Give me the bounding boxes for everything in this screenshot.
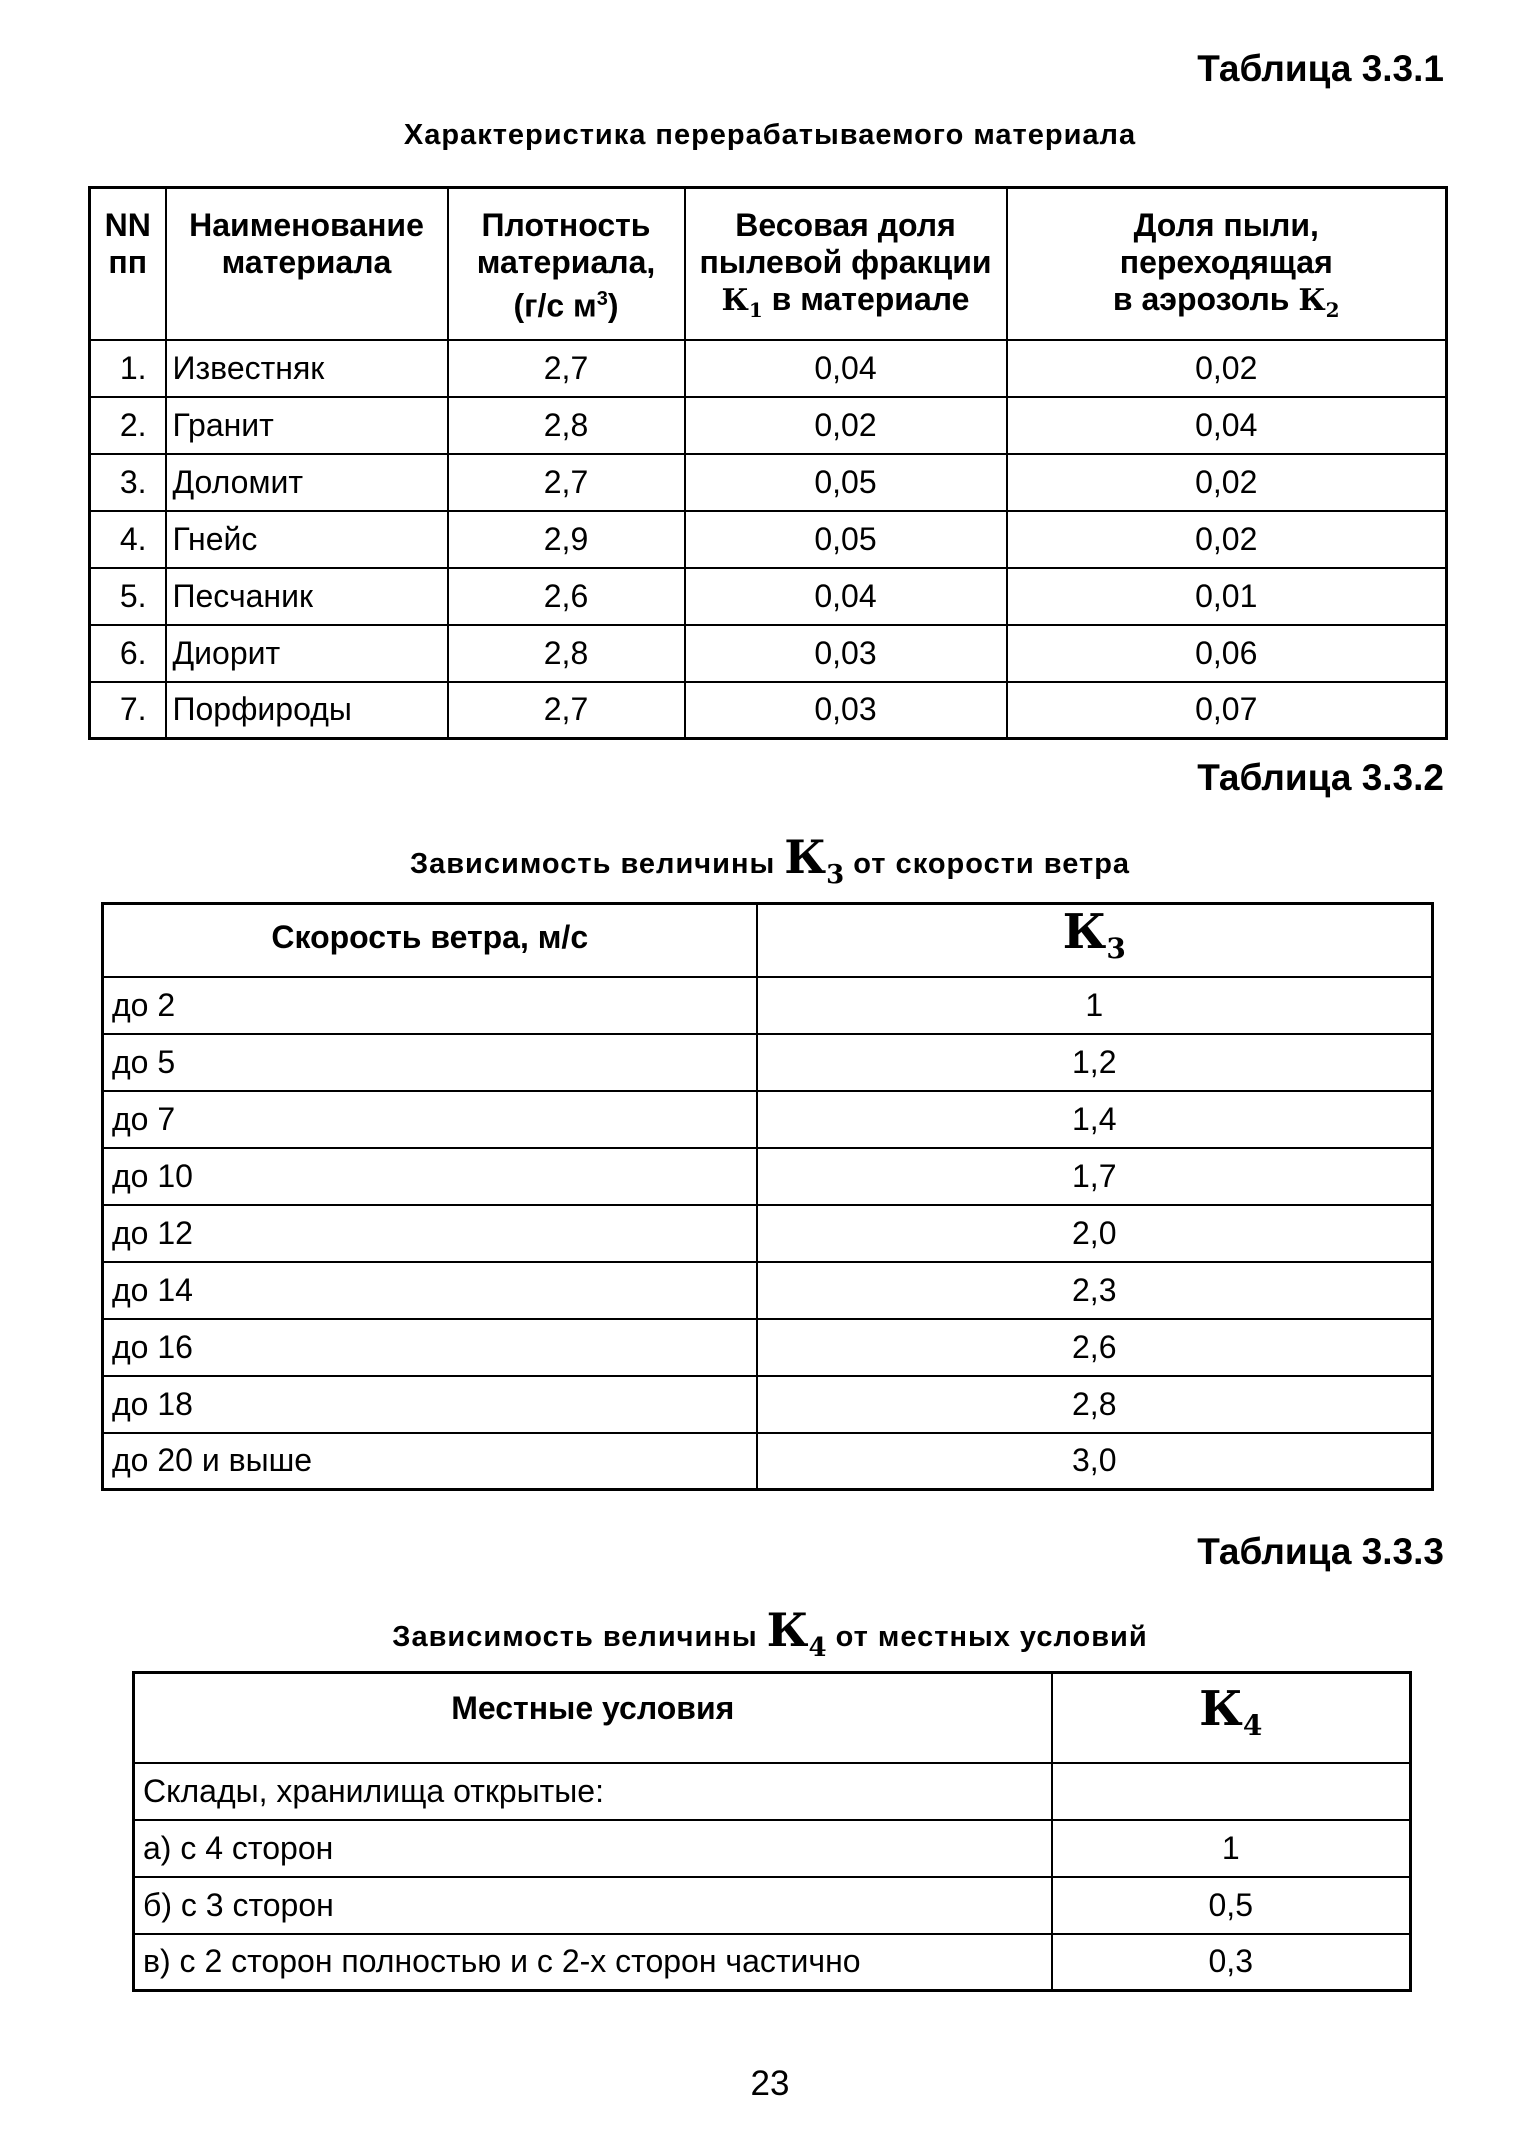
k3-value: 2,6 <box>757 1319 1433 1376</box>
density-value: 2,8 <box>448 625 685 682</box>
row-number: 6. <box>90 625 166 682</box>
k4-value: 0,3 <box>1052 1934 1411 1991</box>
k3-value: 1,4 <box>757 1091 1433 1148</box>
k3-value: 2,8 <box>757 1376 1433 1433</box>
k2-value: 0,07 <box>1007 682 1447 739</box>
k3-value: 1 <box>757 977 1433 1034</box>
local-conditions-table <box>132 1671 1412 1992</box>
header-wind-speed: Скорость ветра, м/с <box>103 904 757 977</box>
table-row <box>90 625 1447 682</box>
table-row <box>90 397 1447 454</box>
k2-value: 0,04 <box>1007 397 1447 454</box>
table-row <box>90 568 1447 625</box>
density-value: 2,7 <box>448 682 685 739</box>
k2-value: 0,01 <box>1007 568 1447 625</box>
table3-header-row <box>134 1673 1411 1763</box>
row-number: 5. <box>90 568 166 625</box>
k2-value: 0,02 <box>1007 511 1447 568</box>
material-name: Гнейс <box>166 511 448 568</box>
material-name: Известняк <box>166 340 448 397</box>
material-table <box>88 186 1448 740</box>
k1-value: 0,04 <box>685 340 1007 397</box>
header-k1-fraction: Весовая доля пылевой фракции $К_1$ в материале <box>685 188 1007 340</box>
material-name: Доломит <box>166 454 448 511</box>
density-value: 2,6 <box>448 568 685 625</box>
wind-speed: до 7 <box>103 1091 757 1148</box>
table2-header-row <box>103 904 1433 977</box>
table-row <box>90 340 1447 397</box>
header-k2-share: Доля пыли, переходящая в аэрозоль $К_2$ <box>1007 188 1447 340</box>
table-row <box>103 1376 1433 1433</box>
table-row <box>103 1148 1433 1205</box>
row-number: 7. <box>90 682 166 739</box>
table2-label: Таблица 3.3.2 <box>1197 757 1444 798</box>
page-number: 23 <box>750 2064 790 2103</box>
row-number: 1. <box>90 340 166 397</box>
k2-value: 0,02 <box>1007 454 1447 511</box>
wind-speed: до 12 <box>103 1205 757 1262</box>
table-row <box>103 977 1433 1034</box>
wind-speed: до 14 <box>103 1262 757 1319</box>
density-value: 2,8 <box>448 397 685 454</box>
k1-value: 0,05 <box>685 511 1007 568</box>
table-row <box>103 1433 1433 1490</box>
wind-speed: до 16 <box>103 1319 757 1376</box>
header-k3: $К_3$ <box>757 904 1433 977</box>
table-row <box>103 1262 1433 1319</box>
table-row <box>103 1091 1433 1148</box>
table-row <box>134 1820 1411 1877</box>
density-value: 2,7 <box>448 454 685 511</box>
k4-value <box>1052 1763 1411 1820</box>
row-number: 4. <box>90 511 166 568</box>
wind-speed: до 20 и выше <box>103 1433 757 1490</box>
row-number: 3. <box>90 454 166 511</box>
wind-speed: до 5 <box>103 1034 757 1091</box>
k3-value: 2,3 <box>757 1262 1433 1319</box>
k1-value: 0,05 <box>685 454 1007 511</box>
header-k4: $К_4$ <box>1052 1673 1411 1763</box>
header-local-conditions: Местные условия <box>134 1673 1052 1763</box>
k4-value: 0,5 <box>1052 1877 1411 1934</box>
k2-value: 0,02 <box>1007 340 1447 397</box>
material-name: Гранит <box>166 397 448 454</box>
table3-label: Таблица 3.3.3 <box>1197 1531 1444 1572</box>
table-row <box>103 1034 1433 1091</box>
k3-value: 3,0 <box>757 1433 1433 1490</box>
density-value: 2,9 <box>448 511 685 568</box>
table-row <box>90 682 1447 739</box>
wind-speed-table <box>101 902 1434 1491</box>
table-row <box>134 1763 1411 1820</box>
wind-speed: до 18 <box>103 1376 757 1433</box>
table-row <box>134 1877 1411 1934</box>
material-name: Порфироды <box>166 682 448 739</box>
row-number: 2. <box>90 397 166 454</box>
density-value: 2,7 <box>448 340 685 397</box>
material-name: Песчаник <box>166 568 448 625</box>
wind-speed: до 2 <box>103 977 757 1034</box>
table-row <box>90 511 1447 568</box>
table-row <box>90 454 1447 511</box>
local-condition: в) с 2 сторон полностью и с 2-х сторон частично <box>134 1934 1052 1991</box>
k3-value: 1,2 <box>757 1034 1433 1091</box>
table-row <box>134 1934 1411 1991</box>
k1-value: 0,03 <box>685 682 1007 739</box>
header-nn: NN пп <box>90 188 166 340</box>
local-condition: а) с 4 сторон <box>134 1820 1052 1877</box>
table1-caption: Характеристика перерабатываемого материала <box>403 119 1137 151</box>
header-material-name: Наименование материала <box>166 188 448 340</box>
k1-value: 0,03 <box>685 625 1007 682</box>
local-condition: Склады, хранилища открытые: <box>134 1763 1052 1820</box>
table-row <box>103 1319 1433 1376</box>
table3-caption: Зависимость величины $К_4$ от местных условий <box>392 1603 1148 1663</box>
table1-header-row <box>90 188 1447 340</box>
wind-speed: до 10 <box>103 1148 757 1205</box>
table2-caption: Зависимость величины $К_3$ от скорости ветра <box>409 830 1131 890</box>
k3-value: 2,0 <box>757 1205 1433 1262</box>
k1-value: 0,04 <box>685 568 1007 625</box>
material-name: Диорит <box>166 625 448 682</box>
header-density: Плотность материала, (г/с $м^3$) <box>448 188 685 340</box>
k3-value: 1,7 <box>757 1148 1433 1205</box>
local-condition: б) с 3 сторон <box>134 1877 1052 1934</box>
k1-value: 0,02 <box>685 397 1007 454</box>
table-row <box>103 1205 1433 1262</box>
table1-label: Таблица 3.3.1 <box>1197 48 1444 89</box>
k2-value: 0,06 <box>1007 625 1447 682</box>
k4-value: 1 <box>1052 1820 1411 1877</box>
